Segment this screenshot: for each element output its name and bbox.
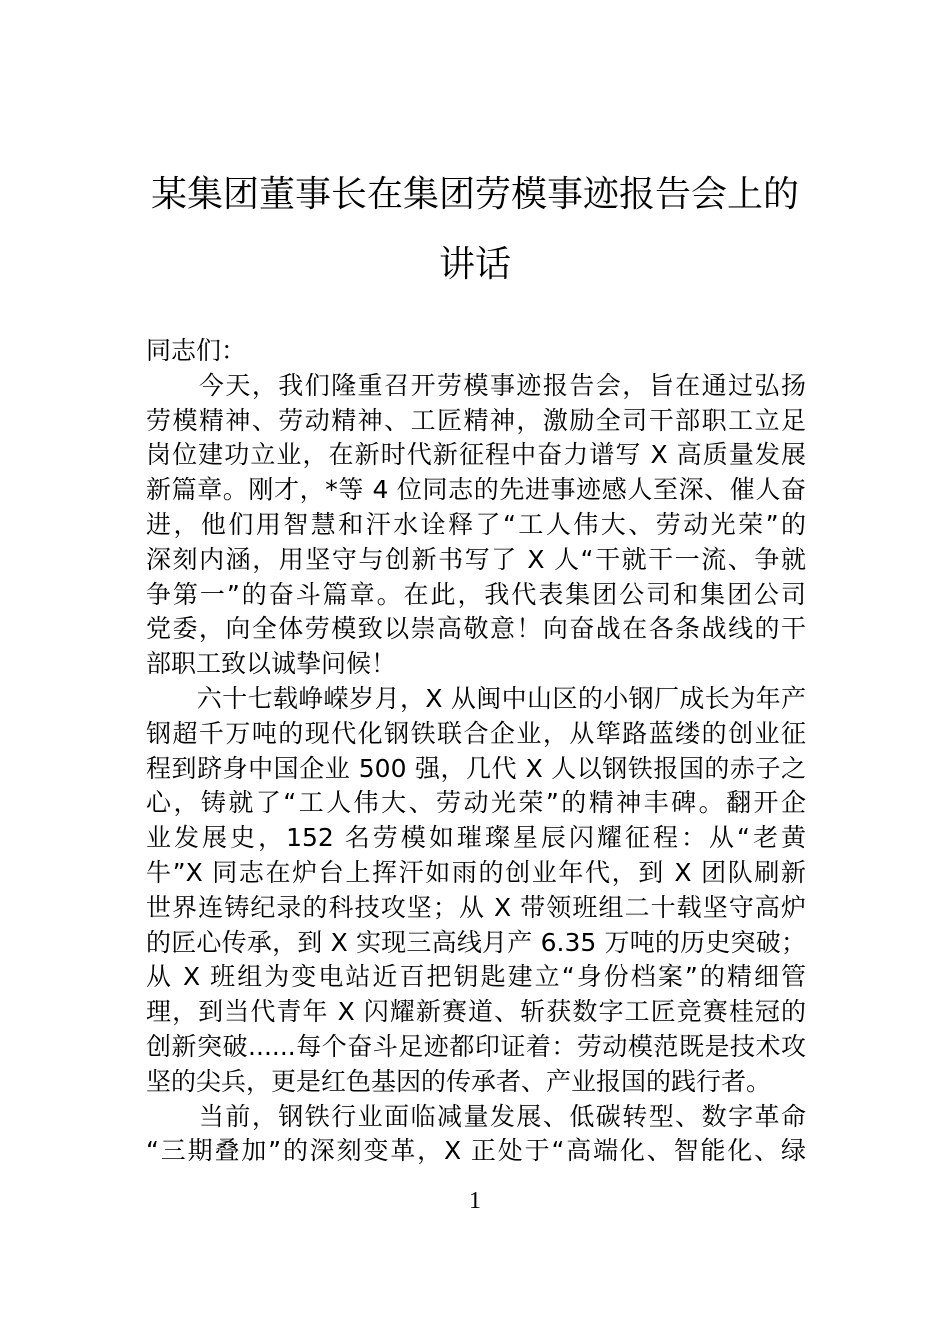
paragraph-line: 党委，向全体劳模致以崇高敬意！向奋战在各条战线的干 bbox=[146, 614, 806, 644]
paragraph bbox=[146, 1100, 806, 1170]
paragraph-line: 劳模精神、劳动精神、工匠精神，激励全司干部职工立足 bbox=[146, 405, 806, 435]
paragraph-line: 理，到当代青年 X 闪耀新赛道、斩获数字工匠竞赛桂冠的 bbox=[146, 997, 806, 1027]
paragraph-line: 钢超千万吨的现代化钢铁联合企业，从筚路蓝缕的创业征 bbox=[146, 718, 806, 748]
title-line: 讲话 bbox=[438, 244, 511, 285]
paragraph-line: 今天，我们隆重召开劳模事迹报告会，旨在通过弘扬 bbox=[146, 370, 806, 400]
paragraph-line: 牛”X 同志在炉台上挥汗如雨的创业年代，到 X 团队刷新 bbox=[146, 857, 806, 887]
paragraph-line: 的匠心传承，到 X 实现三高线月产 6.35 万吨的历史突破； bbox=[146, 927, 806, 957]
document-body bbox=[146, 334, 806, 1169]
paragraph-line: 岗位建功立业，在新时代新征程中奋力谱写 X 高质量发展 bbox=[146, 440, 806, 470]
paragraph bbox=[146, 682, 806, 1100]
paragraph-line: 业发展史，152 名劳模如璀璨星辰闪耀征程：从“老黄 bbox=[146, 823, 806, 853]
document-title bbox=[0, 160, 950, 300]
paragraph bbox=[146, 369, 806, 682]
paragraph-line: 创新突破......每个奋斗足迹都印证着：劳动模范既是技术攻 bbox=[146, 1031, 806, 1061]
paragraph-line: 进，他们用智慧和汗水诠释了“工人伟大、劳动光荣”的 bbox=[146, 509, 806, 539]
paragraph-line: “三期叠加”的深刻变革，X 正处于“高端化、智能化、绿 bbox=[146, 1136, 806, 1166]
paragraph-line: 当前，钢铁行业面临减量发展、低碳转型、数字革命 bbox=[146, 1101, 806, 1131]
paragraph-line: 部职工致以诚挚问候！ bbox=[146, 649, 397, 679]
salutation: 同志们： bbox=[146, 336, 247, 365]
paragraph-line: 世界连铸纪录的科技攻坚；从 X 带领班组二十载坚守高炉 bbox=[146, 892, 806, 922]
paragraph-line: 坚的尖兵，更是红色基因的传承者、产业报国的践行者。 bbox=[146, 1066, 772, 1096]
paragraph-line: 心，铸就了“工人伟大、劳动光荣”的精神丰碑。翻开企 bbox=[146, 788, 806, 818]
paragraph-line: 深刻内涵，用坚守与创新书写了 X 人“干就干一流、争就 bbox=[146, 544, 806, 574]
page-number: 1 bbox=[469, 1188, 481, 1214]
paragraph-line: 程到跻身中国企业 500 强，几代 X 人以钢铁报国的赤子之 bbox=[146, 753, 806, 783]
paragraph-line: 从 X 班组为变电站近百把钥匙建立“身份档案”的精细管 bbox=[146, 962, 806, 992]
paragraph-line: 争第一”的奋斗篇章。在此，我代表集团公司和集团公司 bbox=[146, 579, 806, 609]
paragraph-line: 六十七载峥嵘岁月，X 从闽中山区的小钢厂成长为年产 bbox=[146, 683, 806, 713]
title-line: 某集团董事长在集团劳模事迹报告会上的 bbox=[150, 174, 799, 215]
paragraph-line: 新篇章。刚才，*等 4 位同志的先进事迹感人至深、催人奋 bbox=[146, 475, 806, 505]
